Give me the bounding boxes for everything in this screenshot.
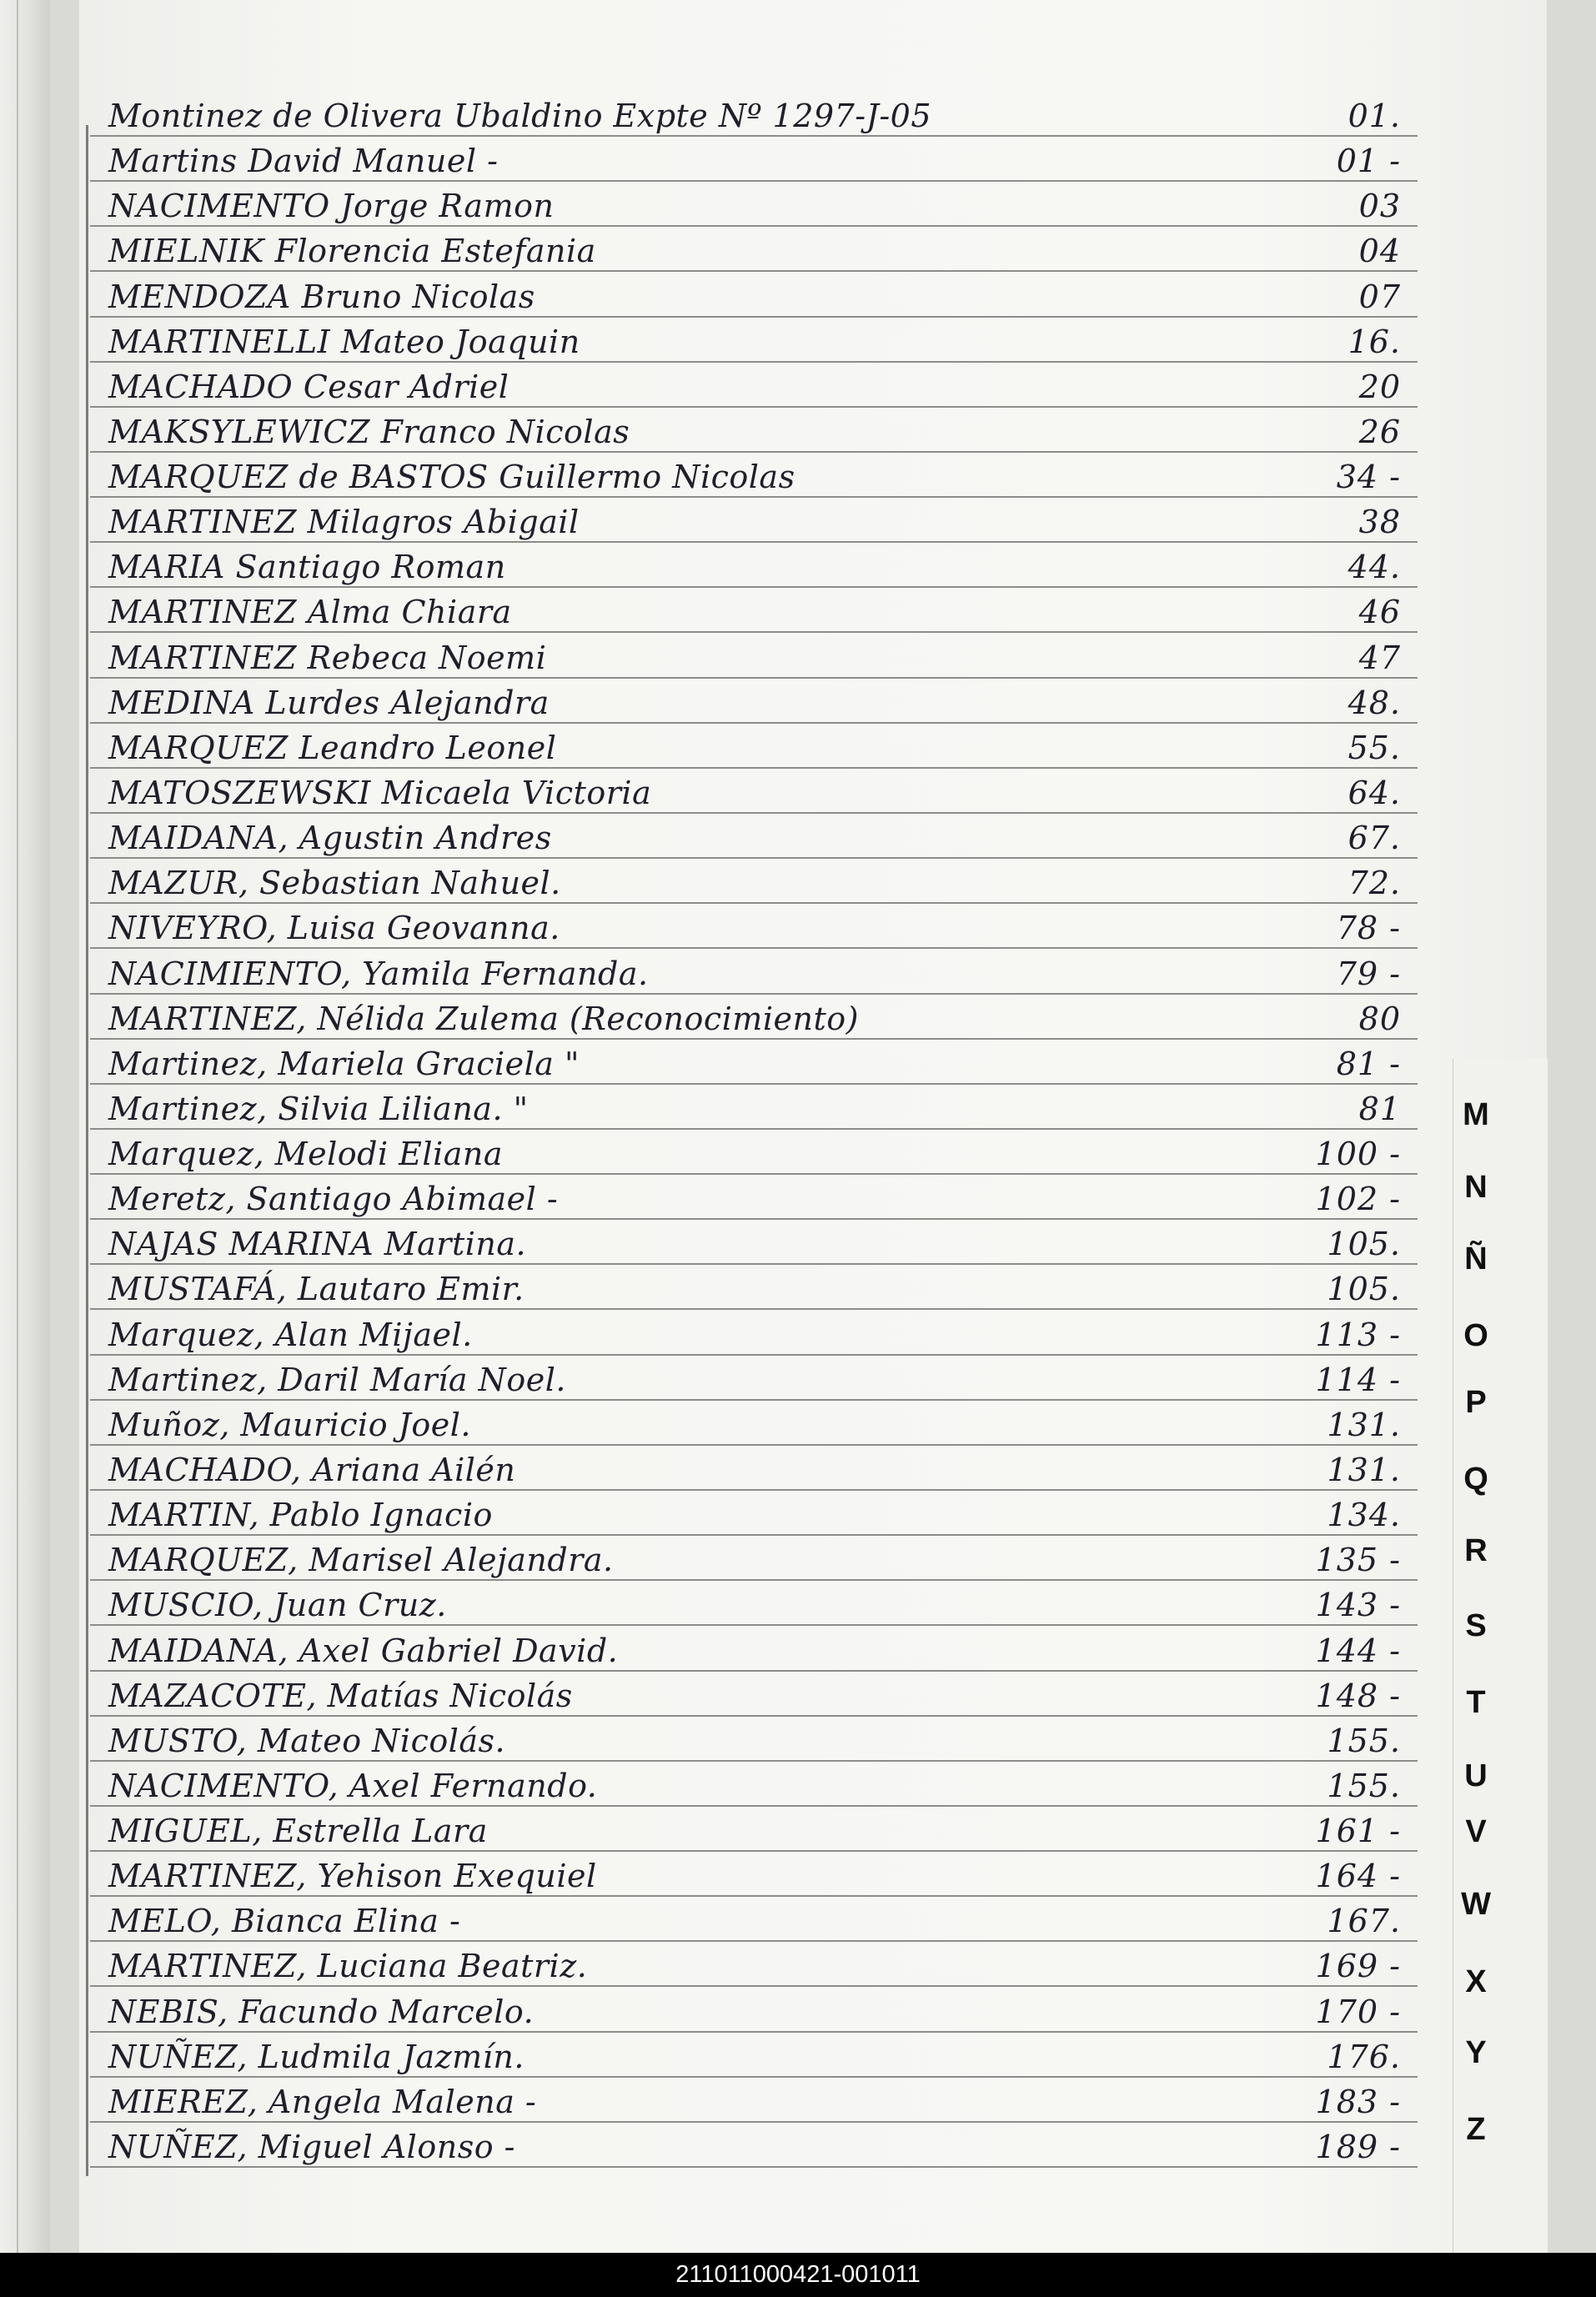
entry-number: 01 - xyxy=(1336,143,1401,179)
ledger-row xyxy=(90,1271,1418,1310)
index-tab-letter[interactable]: Ñ xyxy=(1464,1241,1488,1276)
ledger-row xyxy=(90,1226,1418,1265)
ledger-row xyxy=(90,459,1418,498)
entry-number: 164 - xyxy=(1315,1858,1401,1894)
entry-number: 114 - xyxy=(1315,1362,1401,1398)
entry-number: 38 xyxy=(1358,504,1401,540)
entry-number: 47 xyxy=(1358,639,1401,676)
ledger-row xyxy=(90,2084,1418,2123)
ledger-row xyxy=(90,1723,1418,1762)
ledger-row xyxy=(90,2129,1418,2168)
ledger-row xyxy=(90,1858,1418,1897)
entry-number: 148 - xyxy=(1315,1678,1401,1714)
entry-number: 100 - xyxy=(1315,1136,1401,1172)
entry-name: Martinez, Silvia Liliana. " xyxy=(108,1091,529,1127)
entry-name: MUSTO, Mateo Nicolás. xyxy=(108,1723,506,1759)
ledger-row xyxy=(90,188,1418,227)
entry-name: MARTINEZ Rebeca Noemi xyxy=(108,639,547,676)
entry-number: 04 xyxy=(1358,233,1401,269)
entry-number: 79 - xyxy=(1336,955,1401,992)
ledger-row xyxy=(90,369,1418,408)
binder-spine xyxy=(0,0,50,2253)
entry-number: 67. xyxy=(1348,820,1401,856)
entry-name: MUSCIO, Juan Cruz. xyxy=(108,1587,447,1623)
ledger-row xyxy=(90,1813,1418,1852)
entry-name: NUÑEZ, Ludmila Jazmín. xyxy=(108,2039,524,2075)
ledger-row xyxy=(90,775,1418,814)
ledger-row xyxy=(90,1181,1418,1220)
entry-number: 161 - xyxy=(1315,1813,1401,1849)
entry-number: 26 xyxy=(1358,414,1401,450)
index-tab-letter[interactable]: X xyxy=(1465,1964,1487,1999)
index-tab-letter[interactable]: M xyxy=(1463,1097,1489,1132)
entry-name: MAIDANA, Axel Gabriel David. xyxy=(108,1632,619,1669)
entry-number: 176. xyxy=(1327,2039,1401,2075)
ledger-row xyxy=(90,1362,1418,1401)
ledger-row xyxy=(90,324,1418,363)
entry-name: NAJAS MARINA Martina. xyxy=(108,1226,527,1262)
alphabet-index-strip xyxy=(1453,1059,1548,2253)
entry-number: 144 - xyxy=(1315,1632,1401,1669)
entry-name: MARTINEZ Milagros Abigail xyxy=(108,504,580,540)
entry-name: MEDINA Lurdes Alejandra xyxy=(108,685,550,721)
ledger-row xyxy=(90,233,1418,272)
ledger-row xyxy=(90,865,1418,904)
index-tab-letter[interactable]: Q xyxy=(1463,1462,1488,1497)
ledger-row xyxy=(90,594,1418,633)
entry-number: 131. xyxy=(1327,1452,1401,1488)
entry-number: 143 - xyxy=(1315,1587,1401,1623)
entry-name: MARQUEZ de BASTOS Guillermo Nicolas xyxy=(108,459,795,495)
entry-name: MACHADO Cesar Adriel xyxy=(108,369,509,405)
entry-name: MIELNIK Florencia Estefania xyxy=(108,233,596,269)
ledger-row xyxy=(90,1001,1418,1040)
entry-name: MACHADO, Ariana Ailén xyxy=(108,1452,516,1488)
entry-number: 102 - xyxy=(1315,1181,1401,1217)
entry-name: NACIMIENTO, Yamila Fernanda. xyxy=(108,955,649,992)
spine-crease xyxy=(17,0,18,2253)
entry-number: 105. xyxy=(1327,1226,1401,1262)
index-tab-letter[interactable]: N xyxy=(1464,1170,1488,1205)
entry-number: 20 xyxy=(1358,369,1401,405)
ledger-row xyxy=(90,1046,1418,1085)
entry-name: MARTIN, Pablo Ignacio xyxy=(108,1497,493,1533)
index-tab-letter[interactable]: T xyxy=(1466,1685,1486,1720)
entry-number: 78 - xyxy=(1336,910,1401,946)
ledger-row xyxy=(90,956,1418,995)
ledger-row xyxy=(90,504,1418,543)
entry-number: 34 - xyxy=(1336,459,1401,495)
entry-number: 64. xyxy=(1348,775,1401,811)
entry-name: MARTINEZ Alma Chiara xyxy=(108,594,512,630)
entry-name: MARQUEZ Leandro Leonel xyxy=(108,730,557,766)
index-tab-letter[interactable]: Y xyxy=(1465,2035,1487,2070)
entry-name: MIEREZ, Angela Malena - xyxy=(108,2084,537,2120)
entry-number: 44. xyxy=(1348,549,1401,585)
entry-number: 81 xyxy=(1358,1091,1401,1127)
entry-name: MAKSYLEWICZ Franco Nicolas xyxy=(108,414,630,450)
entry-number: 01. xyxy=(1348,98,1401,134)
register-ledger xyxy=(90,0,1418,2253)
entry-name: MIGUEL, Estrella Lara xyxy=(108,1813,488,1849)
entry-number: 72. xyxy=(1348,865,1401,901)
entry-name: NEBIS, Facundo Marcelo. xyxy=(108,1994,535,2030)
index-tab-letter[interactable]: U xyxy=(1464,1758,1488,1793)
index-tab-letter[interactable]: S xyxy=(1465,1608,1487,1643)
entry-name: NACIMENTO Jorge Ramon xyxy=(108,188,555,224)
index-tab-letter[interactable]: O xyxy=(1463,1318,1488,1353)
entry-name: MAIDANA, Agustin Andres xyxy=(108,820,552,856)
entry-number: 134. xyxy=(1327,1497,1401,1533)
entry-name: Martinez, Daril María Noel. xyxy=(108,1362,566,1398)
entry-name: Martinez, Mariela Graciela " xyxy=(108,1046,580,1082)
index-tab-letter[interactable]: W xyxy=(1461,1887,1491,1922)
entry-name: Montinez de Olivera Ubaldino Expte Nº 1297-J-05 xyxy=(108,98,932,134)
entry-name: MAZACOTE, Matías Nicolás xyxy=(108,1678,573,1714)
entry-name: MAZUR, Sebastian Nahuel. xyxy=(108,865,561,901)
entry-number: 167. xyxy=(1327,1903,1401,1939)
entry-name: Martins David Manuel - xyxy=(108,143,499,179)
entry-number: 113 - xyxy=(1315,1317,1401,1353)
index-tab-letter[interactable]: R xyxy=(1464,1533,1488,1568)
entry-number: 55. xyxy=(1348,730,1401,766)
entry-number: 183 - xyxy=(1315,2084,1401,2120)
entry-number: 155. xyxy=(1327,1768,1401,1804)
entry-name: MELO, Bianca Elina - xyxy=(108,1903,461,1939)
ledger-row xyxy=(90,685,1418,724)
entry-name: NIVEYRO, Luisa Geovanna. xyxy=(108,910,560,946)
ledger-row xyxy=(90,1542,1418,1581)
ledger-row xyxy=(90,640,1418,679)
entry-name: MARQUEZ, Marisel Alejandra. xyxy=(108,1542,614,1578)
entry-name: MARTINEZ, Luciana Beatriz. xyxy=(108,1948,588,1984)
entry-name: MENDOZA Bruno Nicolas xyxy=(108,278,535,315)
ledger-row xyxy=(90,1678,1418,1717)
entry-name: NACIMENTO, Axel Fernando. xyxy=(108,1768,598,1804)
ledger-row xyxy=(90,143,1418,182)
entry-name: MARIA Santiago Roman xyxy=(108,549,506,585)
ledger-row xyxy=(90,1633,1418,1672)
entry-number: 16. xyxy=(1348,323,1401,360)
entry-number: 46 xyxy=(1358,594,1401,630)
entry-number: 81 - xyxy=(1336,1046,1401,1082)
entry-number: 03 xyxy=(1358,188,1401,224)
entry-number: 135 - xyxy=(1315,1542,1401,1578)
entry-number: 105. xyxy=(1327,1271,1401,1307)
entry-number: 131. xyxy=(1327,1407,1401,1443)
ledger-row xyxy=(90,820,1418,859)
image-caption: 211011000421-001011 xyxy=(675,2261,921,2288)
ledger-row xyxy=(90,1317,1418,1356)
entry-number: 155. xyxy=(1327,1723,1401,1759)
ledger-row xyxy=(90,1452,1418,1491)
ledger-row xyxy=(90,1091,1418,1130)
ledger-row xyxy=(90,1903,1418,1942)
ledger-row xyxy=(90,279,1418,318)
entry-name: Meretz, Santiago Abimael - xyxy=(108,1181,559,1217)
entry-number: 80 xyxy=(1358,1001,1401,1037)
ledger-row xyxy=(90,1136,1418,1175)
ledger-row xyxy=(90,1768,1418,1807)
ledger-row xyxy=(90,1994,1418,2033)
entry-name: Muñoz, Mauricio Joel. xyxy=(108,1407,471,1443)
entry-number: 169 - xyxy=(1315,1948,1401,1984)
entry-name: MATOSZEWSKI Micaela Victoria xyxy=(108,775,652,811)
entry-number: 48. xyxy=(1348,685,1401,721)
ledger-row xyxy=(90,910,1418,949)
left-margin-rule xyxy=(86,125,88,2176)
entry-number: 170 - xyxy=(1315,1994,1401,2030)
ledger-row xyxy=(90,1948,1418,1987)
ledger-row xyxy=(90,730,1418,769)
entry-name: MARTINEZ, Nélida Zulema (Reconocimiento) xyxy=(108,1001,859,1037)
entry-name: Marquez, Alan Mijael. xyxy=(108,1317,473,1353)
ledger-row xyxy=(90,2039,1418,2078)
entry-name: MARTINELLI Mateo Joaquin xyxy=(108,323,580,360)
entry-number: 189 - xyxy=(1315,2129,1401,2165)
ledger-row xyxy=(90,414,1418,453)
ledger-row xyxy=(90,1497,1418,1536)
entry-number: 07 xyxy=(1358,278,1401,315)
entry-name: NUÑEZ, Miguel Alonso - xyxy=(108,2129,515,2165)
ledger-row xyxy=(90,549,1418,588)
index-tab-letter[interactable]: P xyxy=(1465,1385,1487,1420)
entry-name: MUSTAFÁ, Lautaro Emir. xyxy=(108,1271,524,1307)
entry-name: MARTINEZ, Yehison Exequiel xyxy=(108,1858,597,1894)
entry-name: Marquez, Melodi Eliana xyxy=(108,1136,504,1172)
ledger-row xyxy=(90,1407,1418,1446)
ledger-row xyxy=(90,1587,1418,1626)
index-tab-letter[interactable]: V xyxy=(1465,1814,1487,1849)
ledger-row xyxy=(90,98,1418,137)
index-tab-letter[interactable]: Z xyxy=(1466,2112,1486,2147)
